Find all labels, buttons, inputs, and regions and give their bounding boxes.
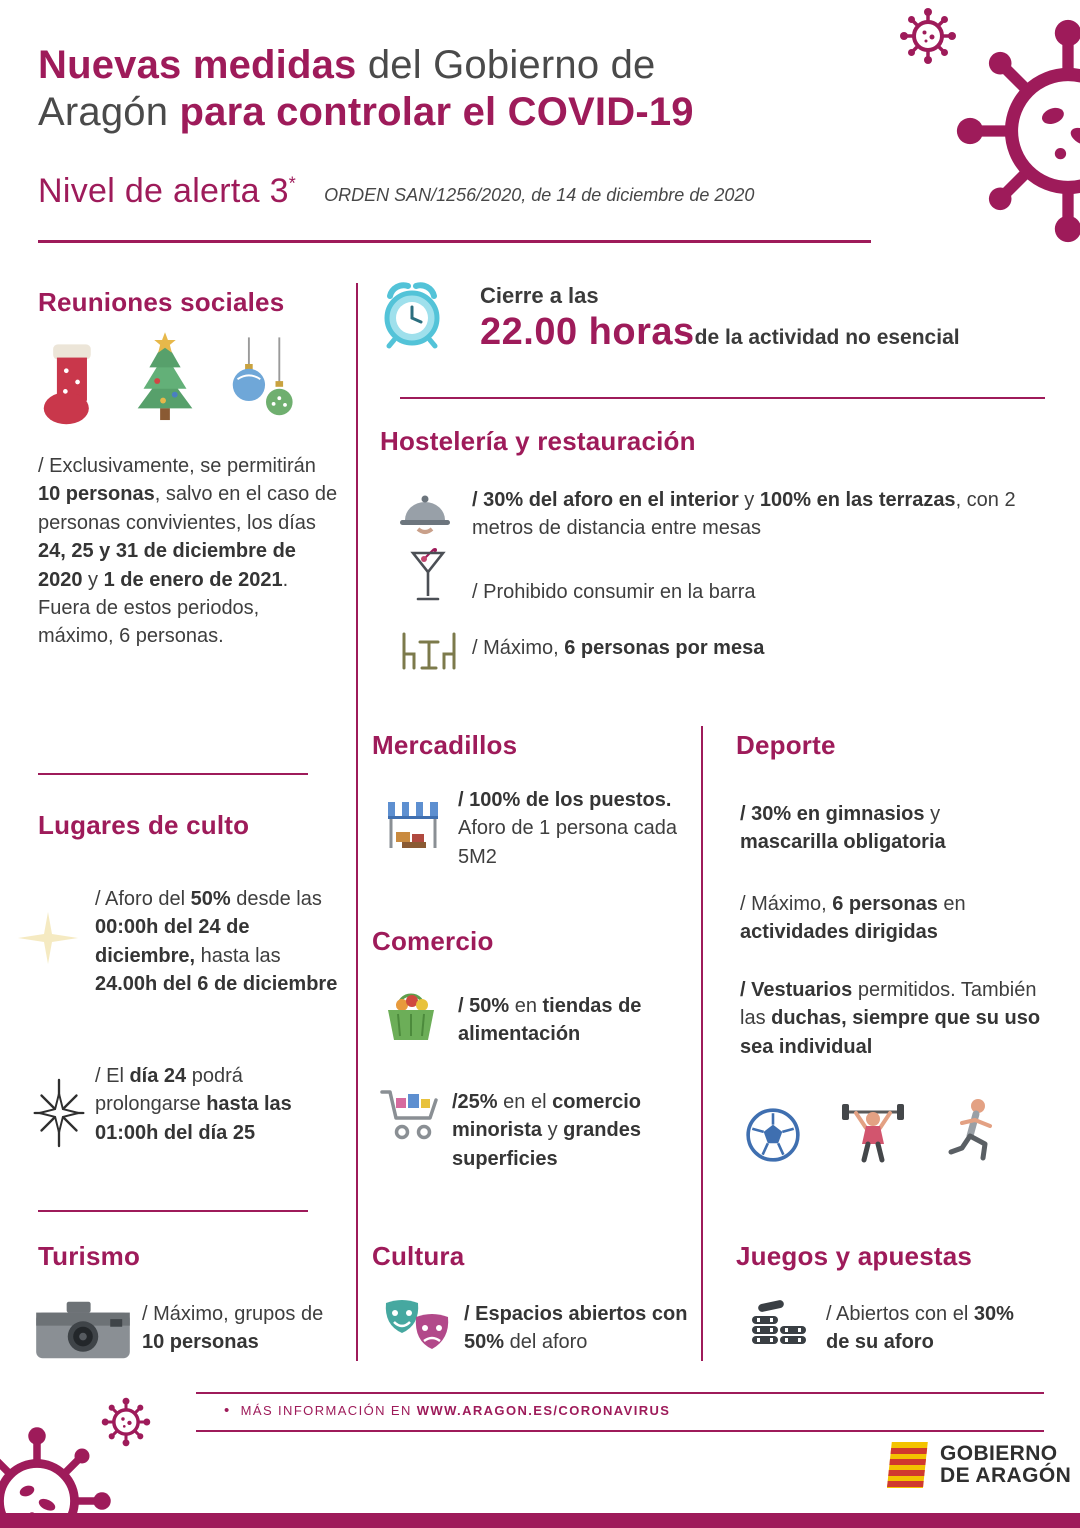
runner-icon: [944, 1096, 1002, 1164]
section-title-reuniones: Reuniones sociales: [38, 287, 285, 317]
cultura-item-1: / Espacios abiertos con 50% del aforo: [464, 1303, 688, 1354]
section-title-cultura: Cultura: [372, 1241, 465, 1271]
christmas-icons-row: [40, 332, 304, 430]
footer-info: [224, 1402, 670, 1419]
main-vertical-divider: [356, 283, 358, 1361]
camera-icon: [34, 1297, 132, 1363]
closure-divider: [400, 397, 1045, 399]
theater-masks-icon: [378, 1295, 456, 1359]
gobierno-aragon-logo: [884, 1440, 1071, 1490]
section-title-turismo: Turismo: [38, 1241, 141, 1271]
culto-item-2: / El día 24 podrá prolongarse hasta las 01:00h del día 25: [95, 1065, 292, 1144]
shopping-cart-icon: [378, 1086, 444, 1146]
sports-icons-row: [744, 1096, 1002, 1164]
food-basket-icon: [382, 988, 440, 1044]
left-divider-1: [38, 773, 308, 775]
comercio-item-1: / 50% en tiendas de alimentación: [458, 995, 642, 1046]
christmas-tree-icon: [124, 332, 206, 430]
footer-divider-top: [196, 1392, 1044, 1394]
left-divider-2: [38, 1210, 308, 1212]
hosteleria-item-2: / Prohibido consumir en la barra: [472, 581, 756, 603]
poker-chips-icon: [746, 1296, 812, 1354]
section-title-culto: Lugares de culto: [38, 810, 250, 840]
deporte-item-3: / Vestuarios permitidos. También las duchas, siempre que su uso sea individual: [740, 979, 1041, 1058]
hosteleria-item-1: / 30% del aforo en el interior y 100% en las terrazas, con 2 metros de distancia entre mesas: [472, 489, 1016, 540]
closure-rest: de la actividad no esencial: [694, 326, 960, 349]
virus-icon: [898, 6, 958, 66]
closure-time: 22.00 horas: [480, 311, 695, 353]
candle-glow-icon: [16, 910, 80, 966]
culto-item-1: / Aforo del 50% desde las 00:00h del 24 de diciembre, hasta las 24.00h del 6 de diciembre: [95, 888, 338, 996]
logo-text: [940, 1443, 1071, 1487]
alert-row: [38, 172, 754, 211]
page-title-line1: Nuevas medidas del Gobierno de: [38, 43, 656, 87]
section-title-deporte: Deporte: [736, 730, 836, 760]
comercio-item-2: /25% en el comercio minorista y grandes superficies: [452, 1091, 642, 1170]
turismo-item-1: / Máximo, grupos de 10 personas: [142, 1303, 324, 1354]
section-title-mercadillos: Mercadillos: [372, 730, 518, 760]
page-title-line2: Aragón para controlar el COVID-19: [38, 90, 694, 135]
page-title: [38, 42, 888, 136]
christmas-stocking-icon: [40, 334, 102, 430]
mercadillos-item-1: / 100% de los puestos. Aforo de 1 persona cada 5M2: [458, 789, 678, 868]
virus-icon: [950, 18, 1080, 244]
header-divider: [38, 240, 871, 243]
section-title-juegos: Juegos y apuestas: [736, 1241, 973, 1271]
footer-bullet: •: [224, 1402, 231, 1419]
closure-banner: [480, 283, 960, 354]
star-icon: [24, 1078, 94, 1148]
cocktail-icon: [410, 548, 446, 606]
alarm-clock-icon: [378, 278, 446, 350]
closure-line1: Cierre a las: [480, 283, 599, 308]
hosteleria-item-3: / Máximo, 6 personas por mesa: [472, 637, 765, 659]
market-stall-icon: [382, 792, 444, 854]
logo-line2: DE ARAGÓN: [940, 1464, 1072, 1487]
section-title-comercio: Comercio: [372, 926, 494, 956]
deporte-item-2: / Máximo, 6 personas en actividades dirigidas: [740, 893, 966, 944]
second-vertical-divider: [701, 726, 703, 1361]
weightlifter-icon: [836, 1098, 910, 1164]
alert-level: Nivel de alerta 3*: [38, 172, 297, 210]
deporte-item-1: / 30% en gimnasios y mascarilla obligatoria: [740, 803, 946, 854]
alert-asterisk: *: [288, 173, 297, 194]
section-title-hosteleria: Hostelería y restauración: [380, 426, 696, 456]
closure-line2: [480, 311, 960, 354]
juegos-item-1: / Abiertos con el 30% de su aforo: [826, 1303, 1014, 1354]
table-chairs-icon: [398, 628, 460, 674]
bottom-accent-bar: [0, 1513, 1080, 1528]
footer-divider-bottom: [196, 1430, 1044, 1432]
serving-dish-icon: [398, 490, 452, 536]
footer-info-text: MÁS INFORMACIÓN EN WWW.ARAGON.ES/CORONAVIRUS: [240, 1403, 671, 1418]
soccer-ball-icon: [744, 1106, 802, 1164]
logo-line1: GOBIERNO: [940, 1442, 1058, 1466]
christmas-baubles-icon: [228, 336, 304, 430]
order-reference: ORDEN SAN/1256/2020, de 14 de diciembre de 2020: [324, 185, 755, 205]
aragon-flag-icon: [884, 1440, 930, 1490]
reuniones-body: / Exclusivamente, se permitirán 10 personas, salvo en el caso de personas convivientes, los días 24, 25 y 31 de diciembre de 2020 y 1 de enero de 2021. Fuera de estos periodos, máximo, 6 personas.: [38, 455, 338, 648]
